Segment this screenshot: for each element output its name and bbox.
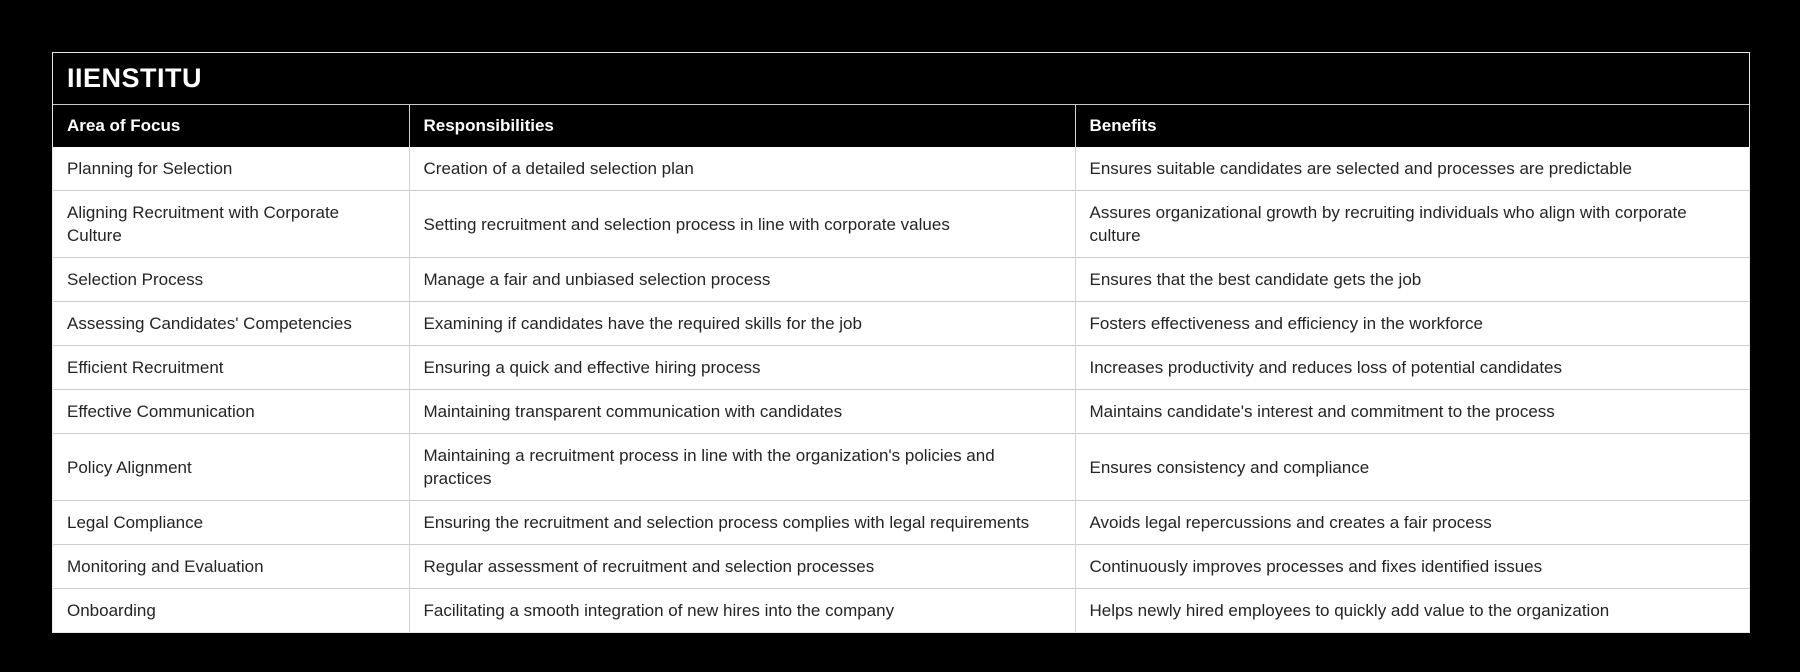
cell-benefit: Continuously improves processes and fixes identified issues [1075,545,1749,589]
column-header-responsibilities: Responsibilities [409,105,1075,147]
cell-benefit: Avoids legal repercussions and creates a fair process [1075,501,1749,545]
cell-responsibility: Maintaining transparent communication with candidates [409,390,1075,434]
cell-area: Onboarding [53,589,409,633]
cell-benefit: Ensures that the best candidate gets the job [1075,258,1749,302]
cell-benefit: Fosters effectiveness and efficiency in the workforce [1075,302,1749,346]
cell-responsibility: Ensuring a quick and effective hiring process [409,346,1075,390]
cell-benefit: Maintains candidate's interest and commitment to the process [1075,390,1749,434]
table-row [53,191,1749,258]
hr-responsibilities-table [53,105,1749,632]
cell-responsibility: Regular assessment of recruitment and selection processes [409,545,1075,589]
cell-responsibility: Creation of a detailed selection plan [409,147,1075,191]
cell-area: Policy Alignment [53,434,409,501]
cell-benefit: Helps newly hired employees to quickly add value to the organization [1075,589,1749,633]
table-row [53,434,1749,501]
table-row [53,302,1749,346]
cell-area: Selection Process [53,258,409,302]
cell-responsibility: Facilitating a smooth integration of new hires into the company [409,589,1075,633]
cell-area: Effective Communication [53,390,409,434]
header-row [53,105,1749,147]
table-row [53,501,1749,545]
cell-responsibility: Examining if candidates have the required skills for the job [409,302,1075,346]
cell-area: Monitoring and Evaluation [53,545,409,589]
cell-responsibility: Maintaining a recruitment process in line with the organization's policies and practices [409,434,1075,501]
table-title: IIENSTITU [53,53,1749,105]
table-body [53,147,1749,632]
hr-table-card [52,52,1750,633]
column-header-benefits: Benefits [1075,105,1749,147]
table-row [53,390,1749,434]
cell-benefit: Ensures suitable candidates are selected and processes are predictable [1075,147,1749,191]
cell-benefit: Ensures consistency and compliance [1075,434,1749,501]
cell-responsibility: Setting recruitment and selection process in line with corporate values [409,191,1075,258]
table-header [53,105,1749,147]
cell-area: Assessing Candidates' Competencies [53,302,409,346]
table-row [53,545,1749,589]
cell-area: Legal Compliance [53,501,409,545]
cell-benefit: Assures organizational growth by recruiting individuals who align with corporate culture [1075,191,1749,258]
table-row [53,258,1749,302]
cell-area: Planning for Selection [53,147,409,191]
cell-area: Aligning Recruitment with Corporate Culture [53,191,409,258]
cell-responsibility: Ensuring the recruitment and selection process complies with legal requirements [409,501,1075,545]
column-header-area-of-focus: Area of Focus [53,105,409,147]
cell-benefit: Increases productivity and reduces loss of potential candidates [1075,346,1749,390]
table-row [53,147,1749,191]
cell-responsibility: Manage a fair and unbiased selection process [409,258,1075,302]
table-row [53,589,1749,633]
table-row [53,346,1749,390]
cell-area: Efficient Recruitment [53,346,409,390]
